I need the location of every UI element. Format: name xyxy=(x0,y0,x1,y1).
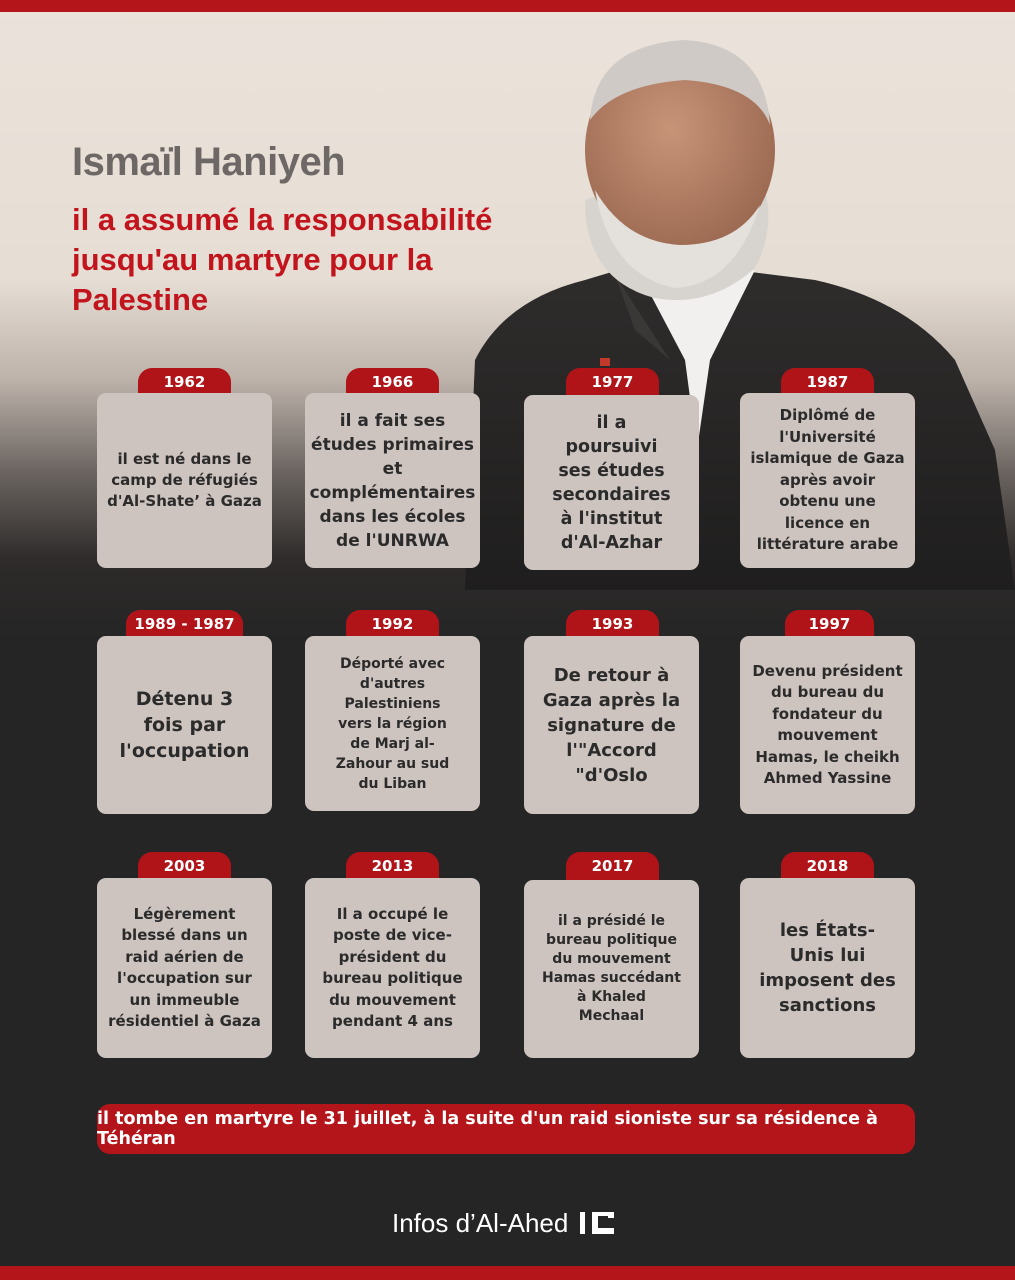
timeline-card xyxy=(305,393,480,568)
page-title: Ismaïl Haniyeh xyxy=(72,140,346,184)
footer-brand xyxy=(392,1205,618,1241)
bottom-red-band xyxy=(0,1266,1015,1280)
year-tag: 2003 xyxy=(138,852,231,880)
card-text: il est né dans le camp de réfugiés d'Al-Shate’ à Gaza xyxy=(107,450,262,510)
year-tag: 1962 xyxy=(138,368,231,396)
year-tag: 1977 xyxy=(566,368,659,396)
year-tag: 1987 xyxy=(781,368,874,396)
timeline-card xyxy=(524,880,699,1058)
card-text: Il a occupé le poste de vice-président du bureau politique du mouvement pendant 4 ans xyxy=(322,904,463,1030)
timeline-card xyxy=(524,395,699,570)
year-tag: 1992 xyxy=(346,610,439,638)
card-text: Déporté avec d'autres Palestiniens vers la région de Marj al-Zahour au sud du Liban xyxy=(335,655,450,792)
timeline-card xyxy=(97,636,272,814)
card-text: Détenu 3 fois par l'occupation xyxy=(119,688,250,762)
year-tag: 2017 xyxy=(566,852,659,880)
card-text: Légèrement blessé dans un raid aérien de l'occupation sur un immeuble résidentiel à Gaza xyxy=(108,904,261,1030)
top-red-band xyxy=(0,0,1015,12)
timeline-card xyxy=(97,878,272,1058)
brand-name: Infos d’Al-Ahed xyxy=(392,1207,569,1238)
martyrdom-banner: il tombe en martyre le 31 juillet, à la suite d'un raid sioniste sur sa résidence à Téhéran xyxy=(97,1104,915,1154)
card-text: Devenu président du bureau du fondateur du mouvement Hamas, le cheikh Ahmed Yassine xyxy=(752,661,903,787)
card-text: il a fait ses études primaires et complémentaires dans les écoles de l'UNRWA xyxy=(309,410,476,551)
timeline-card xyxy=(740,393,915,568)
al-ahed-logo-icon xyxy=(578,1208,618,1238)
year-tag: 1997 xyxy=(785,610,874,638)
timeline-card xyxy=(524,636,699,814)
card-text: il a présidé le bureau politique du mouvement Hamas succédant à Khaled Mechaal xyxy=(542,913,681,1024)
timeline-card xyxy=(305,636,480,811)
page-subtitle: il a assumé la responsabilité jusqu'au martyre pour la Palestine xyxy=(72,202,493,317)
year-tag: 1989 - 1987 xyxy=(126,610,243,638)
card-text: De retour à Gaza après la signature de l'"Accord "d'Oslo xyxy=(542,664,681,786)
timeline-card xyxy=(740,636,915,814)
card-text: il a poursuivi ses études secondaires à l'institut d'Al-Azhar xyxy=(552,412,671,553)
year-tag: 1966 xyxy=(346,368,439,396)
timeline-card xyxy=(97,393,272,568)
timeline-card xyxy=(305,878,480,1058)
year-tag: 1993 xyxy=(566,610,659,638)
card-text: Diplômé de l'Université islamique de Gaza après avoir obtenu une licence en littérature arabe xyxy=(750,406,905,554)
timeline-card xyxy=(740,878,915,1058)
year-tag: 2018 xyxy=(781,852,874,880)
year-tag: 2013 xyxy=(346,852,439,880)
card-text: les États-Unis lui imposent des sanctions xyxy=(759,920,896,1016)
